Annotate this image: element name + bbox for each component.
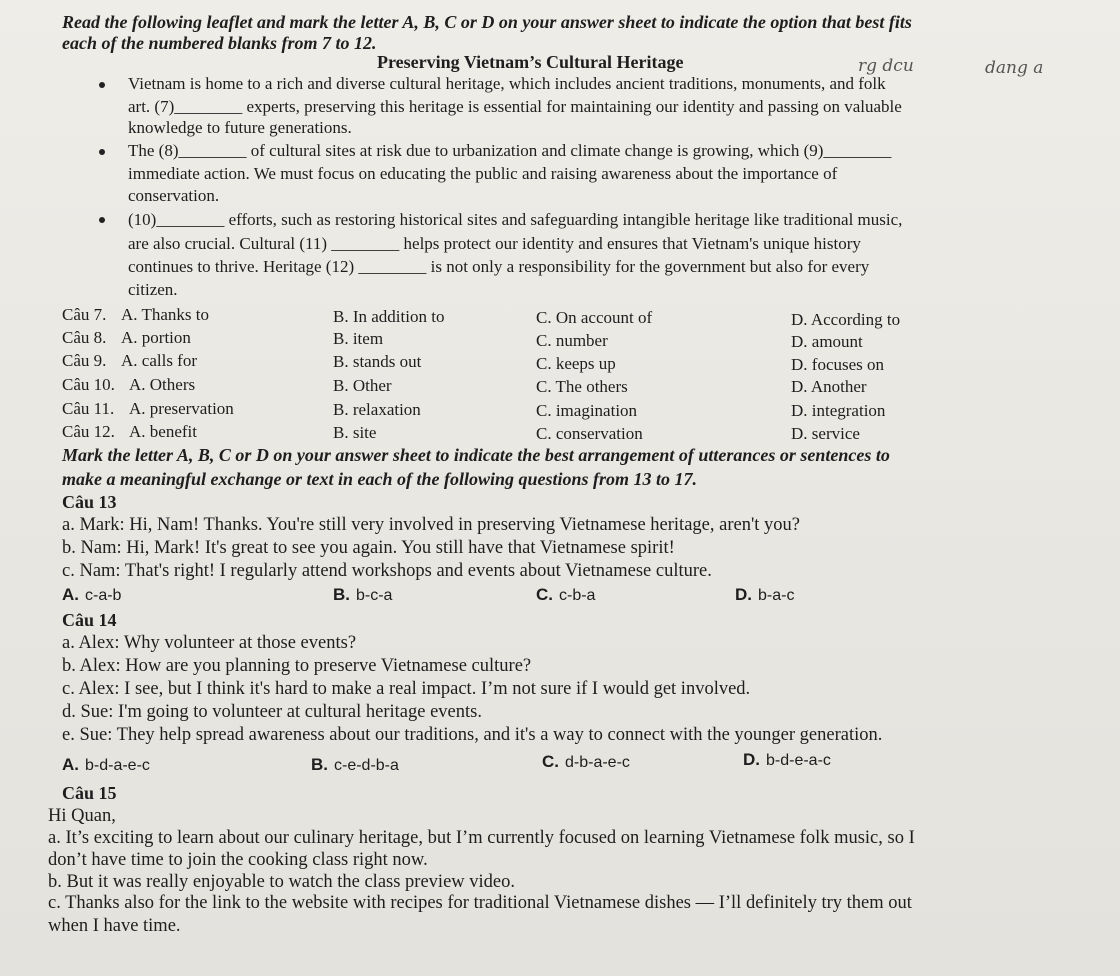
q15-line-c1: c. Thanks also for the link to the website with recipes for traditional Vietnamese dishes — I’ll definitely try them out	[48, 893, 912, 913]
q15-greeting: Hi Quan,	[48, 806, 116, 826]
q7-option-b: B. In addition to	[333, 307, 445, 326]
q10-label: Câu 10.	[62, 375, 115, 394]
q13-line-b: b. Nam: Hi, Mark! It's great to see you again. You still have that Vietnamese spirit!	[62, 538, 675, 558]
q14-line-b: b. Alex: How are you planning to preserve Vietnamese culture?	[62, 656, 532, 676]
q11-option-c: C. imagination	[536, 401, 638, 420]
instruction-13-17-line2: make a meaningful exchange or text in each of the following questions from 13 to 17.	[62, 469, 698, 489]
q12-option-a: A. benefit	[129, 422, 197, 441]
q8-label: Câu 8.	[62, 328, 107, 347]
q9-option-d: D. focuses on	[791, 355, 885, 374]
q11-option-d: D. integration	[791, 401, 886, 420]
q7-label: Câu 7.	[62, 305, 107, 324]
q11-option-a: A. preservation	[129, 399, 234, 418]
leaflet-p3-line4: citizen.	[128, 280, 178, 299]
leaflet-p3-line2: are also crucial. Cultural (11) ________ helps protect our identity and ensures that Vietnam's unique history	[128, 234, 861, 253]
q14-answer-c: C. d-b-a-e-c	[542, 752, 630, 771]
bullet-dot	[99, 217, 105, 223]
leaflet-p1-line1: Vietnam is home to a rich and diverse cultural heritage, which includes ancient traditions, monuments, and folk	[128, 74, 886, 93]
instruction-7-12-line1: Read the following leaflet and mark the letter A, B, C or D on your answer sheet to indicate the option that best fits	[62, 12, 912, 32]
q9-label: Câu 9.	[62, 351, 107, 370]
q10-option-b: B. Other	[333, 376, 392, 395]
q8-option-c: C. number	[536, 331, 608, 350]
q14-line-e: e. Sue: They help spread awareness about our traditions, and it's a way to connect with the younger generation.	[62, 725, 883, 745]
q11-option-b: B. relaxation	[333, 400, 421, 419]
leaflet-p2-line3: conservation.	[128, 186, 220, 205]
q13-answer-c: C. c-b-a	[536, 585, 596, 604]
q14-heading: Câu 14	[62, 610, 117, 630]
leaflet-p1-line2: art. (7)________ experts, preserving this heritage is essential for maintaining our identity and passing on valuable	[128, 97, 902, 116]
q13-line-c: c. Nam: That's right! I regularly attend workshops and events about Vietnamese culture.	[62, 561, 712, 581]
q7-option-a: A. Thanks to	[121, 305, 209, 324]
q7-option-c: C. On account of	[536, 308, 653, 327]
q9-option-c: C. keeps up	[536, 354, 616, 373]
q12-option-b: B. site	[333, 423, 377, 442]
q14-answer-a: A. b-d-a-e-c	[62, 755, 150, 774]
q13-answer-b: B. b-c-a	[333, 585, 393, 604]
q15-line-a1: a. It’s exciting to learn about our culinary heritage, but I’m currently focused on learning Vietnamese folk music, so I	[48, 828, 915, 848]
q13-heading: Câu 13	[62, 492, 117, 512]
q8-option-b: B. item	[333, 329, 384, 348]
q13-answer-a: A. c-a-b	[62, 585, 122, 604]
q14-answer-b: B. c-e-d-b-a	[311, 755, 399, 774]
q13-line-a: a. Mark: Hi, Nam! Thanks. You're still very involved in preserving Vietnamese heritage, aren't you?	[62, 515, 801, 535]
q10-option-c: C. The others	[536, 377, 628, 396]
q12-option-d: D. service	[791, 424, 860, 443]
q9-option-b: B. stands out	[333, 352, 422, 371]
q12-option-c: C. conservation	[536, 424, 643, 443]
leaflet-p3-line3: continues to thrive. Heritage (12) ________ is not only a responsibility for the government but also for every	[128, 257, 870, 276]
q14-line-d: d. Sue: I'm going to volunteer at cultural heritage events.	[62, 702, 482, 722]
instruction-13-17-line1: Mark the letter A, B, C or D on your answer sheet to indicate the best arrangement of utterances or sentences to	[62, 445, 890, 465]
q14-answer-d: D. b-d-e-a-c	[743, 750, 831, 769]
q8-option-a: A. portion	[121, 328, 191, 347]
q11-label: Câu 11.	[62, 399, 115, 418]
handwritten-note-2: dang a	[985, 58, 1044, 78]
q7-option-d: D. According to	[791, 310, 901, 329]
leaflet-title: Preserving Vietnam’s Cultural Heritage	[377, 52, 684, 72]
q13-answer-d: D. b-a-c	[735, 585, 795, 604]
q12-label: Câu 12.	[62, 422, 115, 441]
q10-option-a: A. Others	[129, 375, 196, 394]
q9-option-a: A. calls for	[121, 351, 198, 370]
q15-line-c2: when I have time.	[48, 916, 181, 936]
q10-option-d: D. Another	[791, 377, 867, 396]
bullet-dot	[99, 82, 105, 88]
handwritten-note-1: rg dcu	[858, 56, 914, 76]
q15-line-b: b. But it was really enjoyable to watch the class preview video.	[48, 872, 515, 892]
leaflet-p3-line1: (10)________ efforts, such as restoring historical sites and safeguarding intangible heritage like traditional music,	[128, 210, 903, 229]
leaflet-p2-line1: The (8)________ of cultural sites at risk due to urbanization and climate change is growing, which (9)________	[128, 141, 892, 160]
instruction-7-12-line2: each of the numbered blanks from 7 to 12.	[62, 33, 377, 53]
q15-heading: Câu 15	[62, 783, 117, 803]
bullet-dot	[99, 149, 105, 155]
q15-line-a2: don’t have time to join the cooking class right now.	[48, 850, 428, 870]
q8-option-d: D. amount	[791, 332, 863, 351]
q14-line-c: c. Alex: I see, but I think it's hard to make a real impact. I’m not sure if I would get involved.	[62, 679, 751, 699]
leaflet-p1-line3: knowledge to future generations.	[128, 118, 352, 137]
q14-line-a: a. Alex: Why volunteer at those events?	[62, 633, 357, 653]
leaflet-p2-line2: immediate action. We must focus on educating the public and raising awareness about the importance of	[128, 164, 838, 183]
